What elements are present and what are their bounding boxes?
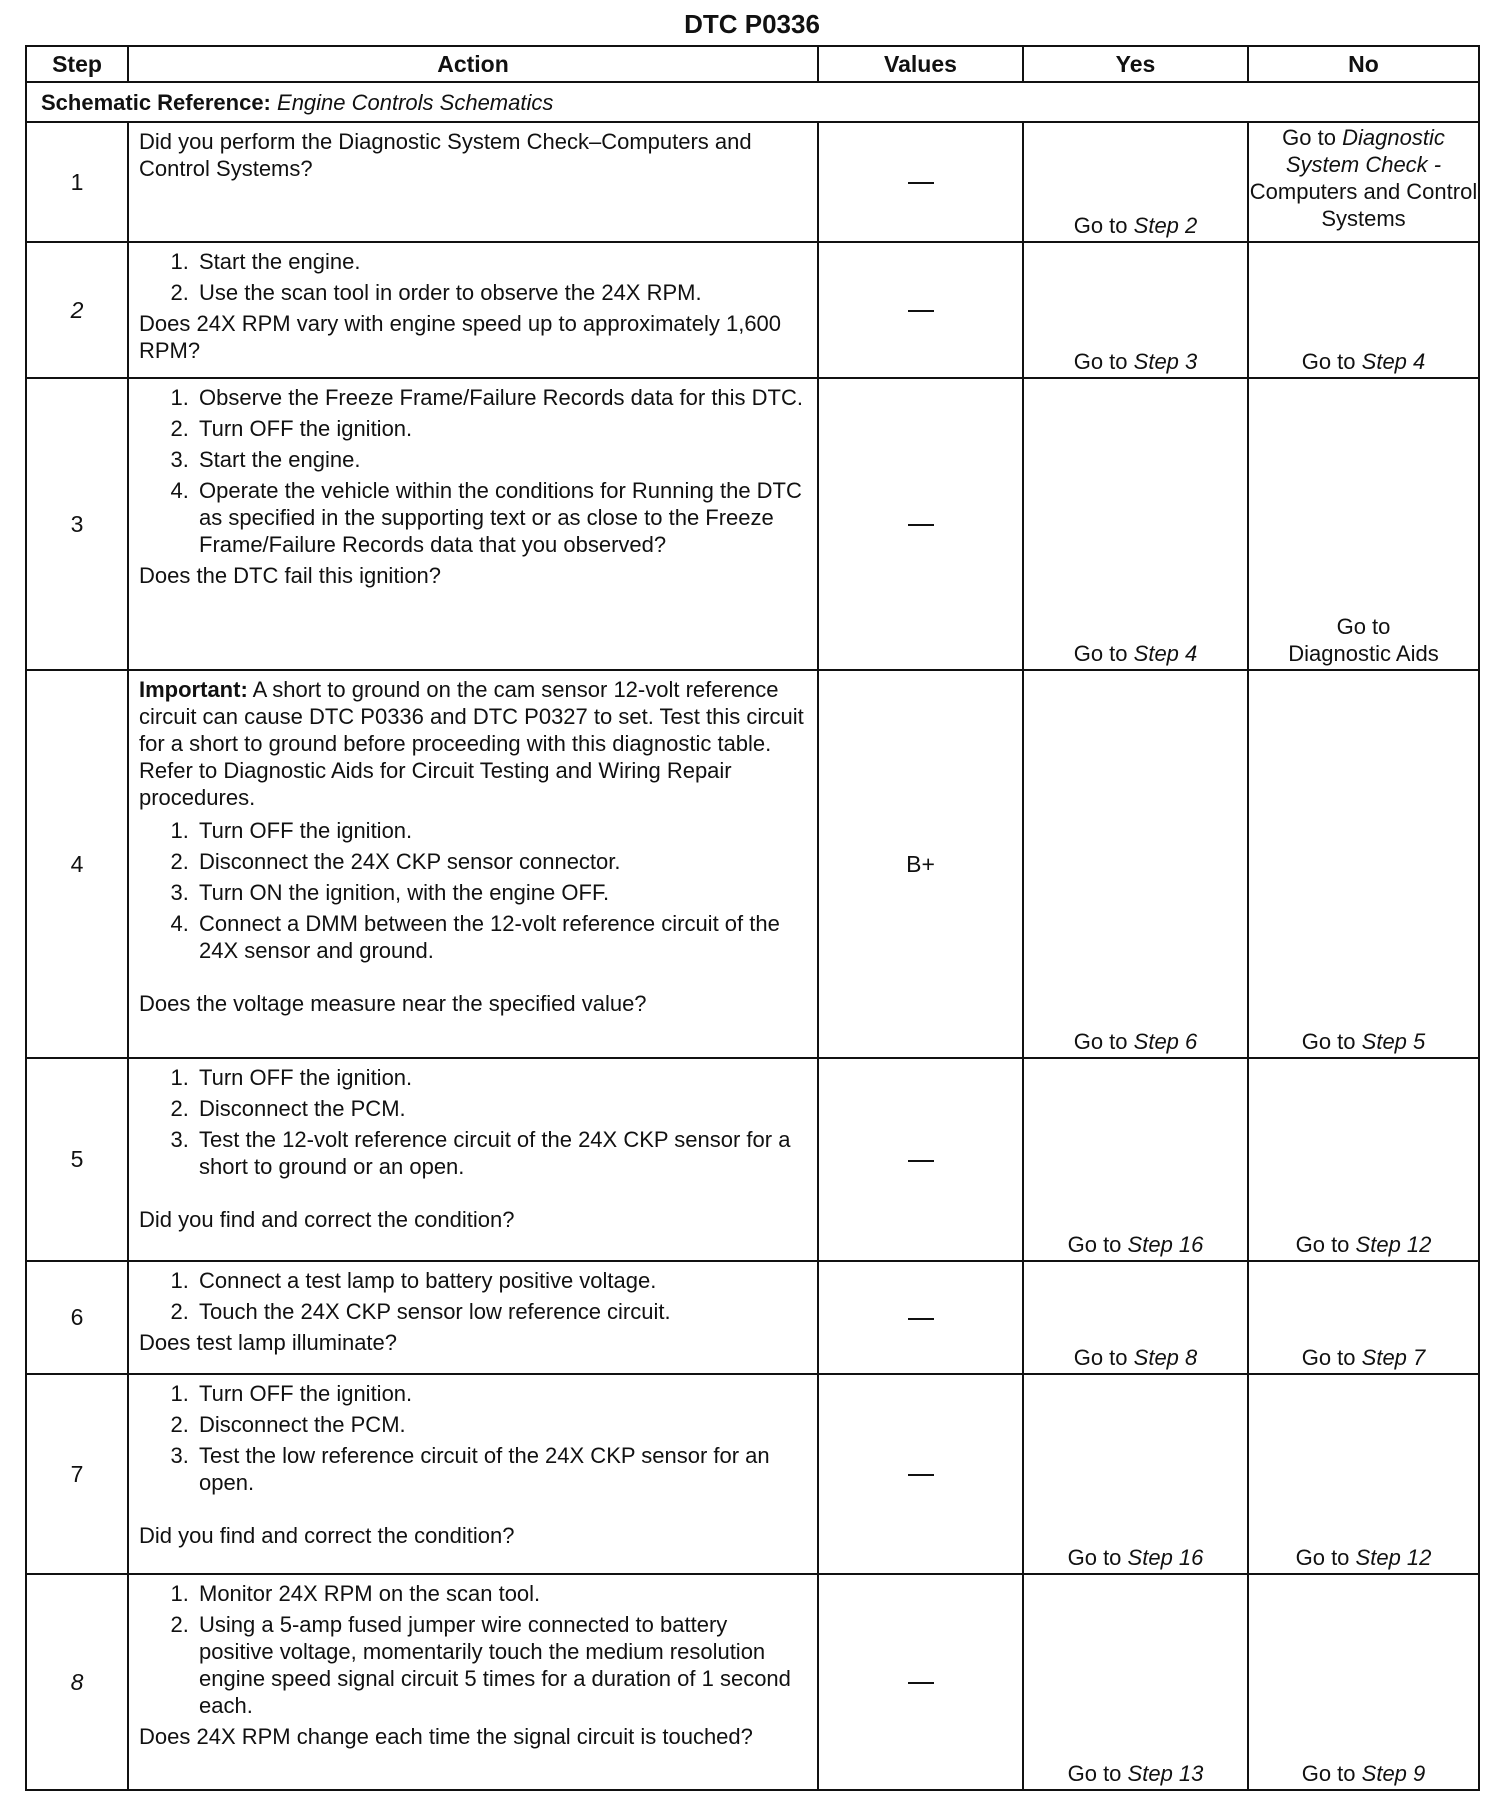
values-dash: [908, 310, 934, 312]
no-step-rest: Computers and Control Systems: [1249, 179, 1478, 231]
list-item: 2. Touch the 24X CKP sensor low reference circuit.: [195, 1298, 807, 1325]
values-cell: B+: [818, 670, 1023, 1058]
values-cell: [818, 242, 1023, 378]
no-step-link: Diagnostic System Check -: [1285, 125, 1445, 177]
list-item: 2. Disconnect the PCM.: [195, 1411, 807, 1438]
no-step-link: Step 9: [1361, 1761, 1426, 1786]
yes-step-link: Step 16: [1127, 1232, 1204, 1257]
go-to-label: Go to: [1301, 1029, 1356, 1054]
yes-cell: [1023, 1574, 1248, 1790]
step-number: 5: [26, 1058, 128, 1261]
step-number: 3: [26, 378, 128, 670]
values-cell: [818, 122, 1023, 242]
go-to-label: Go to: [1067, 1232, 1122, 1257]
go-to-label: Go to: [1301, 1761, 1356, 1786]
yes-cell: [1023, 1261, 1248, 1374]
yes-cell: [1023, 1374, 1248, 1574]
schematic-row: [26, 82, 1479, 122]
table-row: [26, 1058, 1479, 1261]
no-step-link: Step 5: [1361, 1029, 1426, 1054]
schematic-reference: [26, 82, 1479, 122]
go-to-label: Go to: [1073, 349, 1128, 374]
go-to-label: Go to: [1067, 1761, 1122, 1786]
go-to-label: Go to: [1067, 1545, 1122, 1570]
go-to-label: Go to: [1073, 213, 1128, 238]
go-to-label: Go to: [1073, 1345, 1128, 1370]
list-item: 1. Observe the Freeze Frame/Failure Records data for this DTC.: [195, 384, 807, 411]
diagnostic-table: [25, 45, 1480, 1791]
list-item: 1. Turn OFF the ignition.: [195, 817, 807, 844]
action-cell: [128, 122, 818, 242]
action-list: [139, 384, 807, 558]
step-number: 1: [26, 122, 128, 242]
header-action: Action: [128, 46, 818, 82]
important-label: Important:: [139, 677, 248, 702]
step-number: 6: [26, 1261, 128, 1374]
list-item: 2. Disconnect the PCM.: [195, 1095, 807, 1122]
list-item: 1. Connect a test lamp to battery positive voltage.: [195, 1267, 807, 1294]
header-no: No: [1248, 46, 1479, 82]
go-to-label: Go to: [1073, 1029, 1128, 1054]
yes-cell: [1023, 122, 1248, 242]
important-note: [139, 676, 807, 811]
step-number: 4: [26, 670, 128, 1058]
schematic-link: Engine Controls Schematics: [277, 89, 554, 115]
table-row: [26, 242, 1479, 378]
list-item: 1. Monitor 24X RPM on the scan tool.: [195, 1580, 807, 1607]
values-dash: [908, 1474, 934, 1476]
header-values: Values: [818, 46, 1023, 82]
list-item: 3. Test the low reference circuit of the 24X CKP sensor for an open.: [195, 1442, 807, 1496]
step-question: Does the DTC fail this ignition?: [139, 563, 442, 588]
yes-step-link: Step 4: [1133, 641, 1198, 666]
action-list: [139, 1064, 807, 1180]
list-item: 2. Using a 5-amp fused jumper wire connected to battery positive voltage, momentarily touch the medium resolution engine speed signal circuit 5 times for a duration of 1 second each.: [195, 1611, 807, 1719]
go-to-label: Go to: [1336, 614, 1391, 639]
go-to-label: Go to: [1301, 1345, 1356, 1370]
no-cell: [1248, 242, 1479, 378]
action-list: [139, 1267, 807, 1325]
yes-cell: [1023, 242, 1248, 378]
action-list: [139, 817, 807, 964]
yes-cell: [1023, 670, 1248, 1058]
important-text: A short to ground on the cam sensor 12-volt reference circuit can cause DTC P0336 and DTC P0327 to set. Test this circuit for a short to ground before proceeding with this diagnostic table. Refer to Diagnostic Aids for Circuit Testing and Wiring Repair procedures.: [139, 677, 804, 810]
page-title: DTC P0336: [684, 9, 820, 39]
step-question: Does 24X RPM change each time the signal circuit is touched?: [139, 1724, 753, 1749]
yes-step-link: Step 6: [1133, 1029, 1198, 1054]
values-cell: [818, 1574, 1023, 1790]
values-cell: [818, 1374, 1023, 1574]
action-list: [139, 1380, 807, 1496]
list-item: 4. Connect a DMM between the 12-volt reference circuit of the 24X sensor and ground.: [195, 910, 807, 964]
action-list: [139, 248, 807, 306]
values-dash: [908, 1682, 934, 1684]
action-cell: [128, 670, 818, 1058]
yes-cell: [1023, 1058, 1248, 1261]
no-cell: [1248, 122, 1479, 242]
table-row: [26, 378, 1479, 670]
no-cell: [1248, 1574, 1479, 1790]
yes-step-link: Step 3: [1133, 349, 1198, 374]
no-step-link: Step 12: [1355, 1232, 1432, 1257]
go-to-label: Go to: [1282, 125, 1336, 150]
no-step-link: Step 7: [1361, 1345, 1426, 1370]
yes-step-link: Step 2: [1133, 213, 1198, 238]
no-step-link: Step 4: [1361, 349, 1426, 374]
no-cell: [1248, 1374, 1479, 1574]
header-yes: Yes: [1023, 46, 1248, 82]
table-row: [26, 670, 1479, 1058]
values-cell: [818, 1058, 1023, 1261]
action-cell: [128, 1574, 818, 1790]
step-number: 8: [26, 1574, 128, 1790]
step-question: Does 24X RPM vary with engine speed up to approximately 1,600 RPM?: [139, 311, 782, 363]
yes-cell: [1023, 378, 1248, 670]
no-cell: [1248, 670, 1479, 1058]
step-question: Did you find and correct the condition?: [139, 1207, 515, 1232]
values-dash: [908, 1160, 934, 1162]
action-cell: [128, 1261, 818, 1374]
yes-step-link: Step 13: [1127, 1761, 1204, 1786]
yes-step-link: Step 16: [1127, 1545, 1204, 1570]
table-row: [26, 1261, 1479, 1374]
no-cell: [1248, 378, 1479, 670]
go-to-label: Go to: [1295, 1232, 1350, 1257]
values-cell: [818, 1261, 1023, 1374]
step-question: Did you find and correct the condition?: [139, 1523, 515, 1548]
list-item: 1. Start the engine.: [195, 248, 807, 275]
list-item: 2. Turn OFF the ignition.: [195, 415, 807, 442]
no-step-link: Step 12: [1355, 1545, 1432, 1570]
values-dash: [908, 182, 934, 184]
values-dash: [908, 1318, 934, 1320]
header-step: Step: [26, 46, 128, 82]
go-to-label: Go to: [1073, 641, 1128, 666]
values-cell: [818, 378, 1023, 670]
list-item: 3. Turn ON the ignition, with the engine OFF.: [195, 879, 807, 906]
step-question: Does test lamp illuminate?: [139, 1330, 398, 1355]
action-cell: [128, 1374, 818, 1574]
list-item: 3. Test the 12-volt reference circuit of the 24X CKP sensor for a short to ground or an open.: [195, 1126, 807, 1180]
list-item: 3. Start the engine.: [195, 446, 807, 473]
go-to-label: Go to: [1301, 349, 1356, 374]
header-row: [26, 46, 1479, 82]
list-item: 1. Turn OFF the ignition.: [195, 1064, 807, 1091]
list-item: 1. Turn OFF the ignition.: [195, 1380, 807, 1407]
no-cell: [1248, 1058, 1479, 1261]
table-row: [26, 1574, 1479, 1790]
schematic-label: Schematic Reference:: [41, 89, 271, 115]
step-number: 7: [26, 1374, 128, 1574]
list-item: 2. Disconnect the 24X CKP sensor connector.: [195, 848, 807, 875]
step-question: Did you perform the Diagnostic System Check–Computers and Control Systems?: [139, 129, 752, 181]
no-cell: [1248, 1261, 1479, 1374]
list-item: 2. Use the scan tool in order to observe the 24X RPM.: [195, 279, 807, 306]
yes-step-link: Step 8: [1133, 1345, 1198, 1370]
step-number: 2: [26, 242, 128, 378]
table-row: [26, 1374, 1479, 1574]
table-row: [26, 122, 1479, 242]
action-cell: [128, 242, 818, 378]
action-cell: [128, 1058, 818, 1261]
values-dash: [908, 524, 934, 526]
step-question: Does the voltage measure near the specified value?: [139, 991, 647, 1016]
go-to-label: Go to: [1295, 1545, 1350, 1570]
action-cell: [128, 378, 818, 670]
no-step-text: Diagnostic Aids: [1288, 641, 1439, 666]
list-item: 4. Operate the vehicle within the conditions for Running the DTC as specified in the supporting text or as close to the Freeze Frame/Failure Records data that you observed?: [195, 477, 807, 558]
action-list: [139, 1580, 807, 1719]
